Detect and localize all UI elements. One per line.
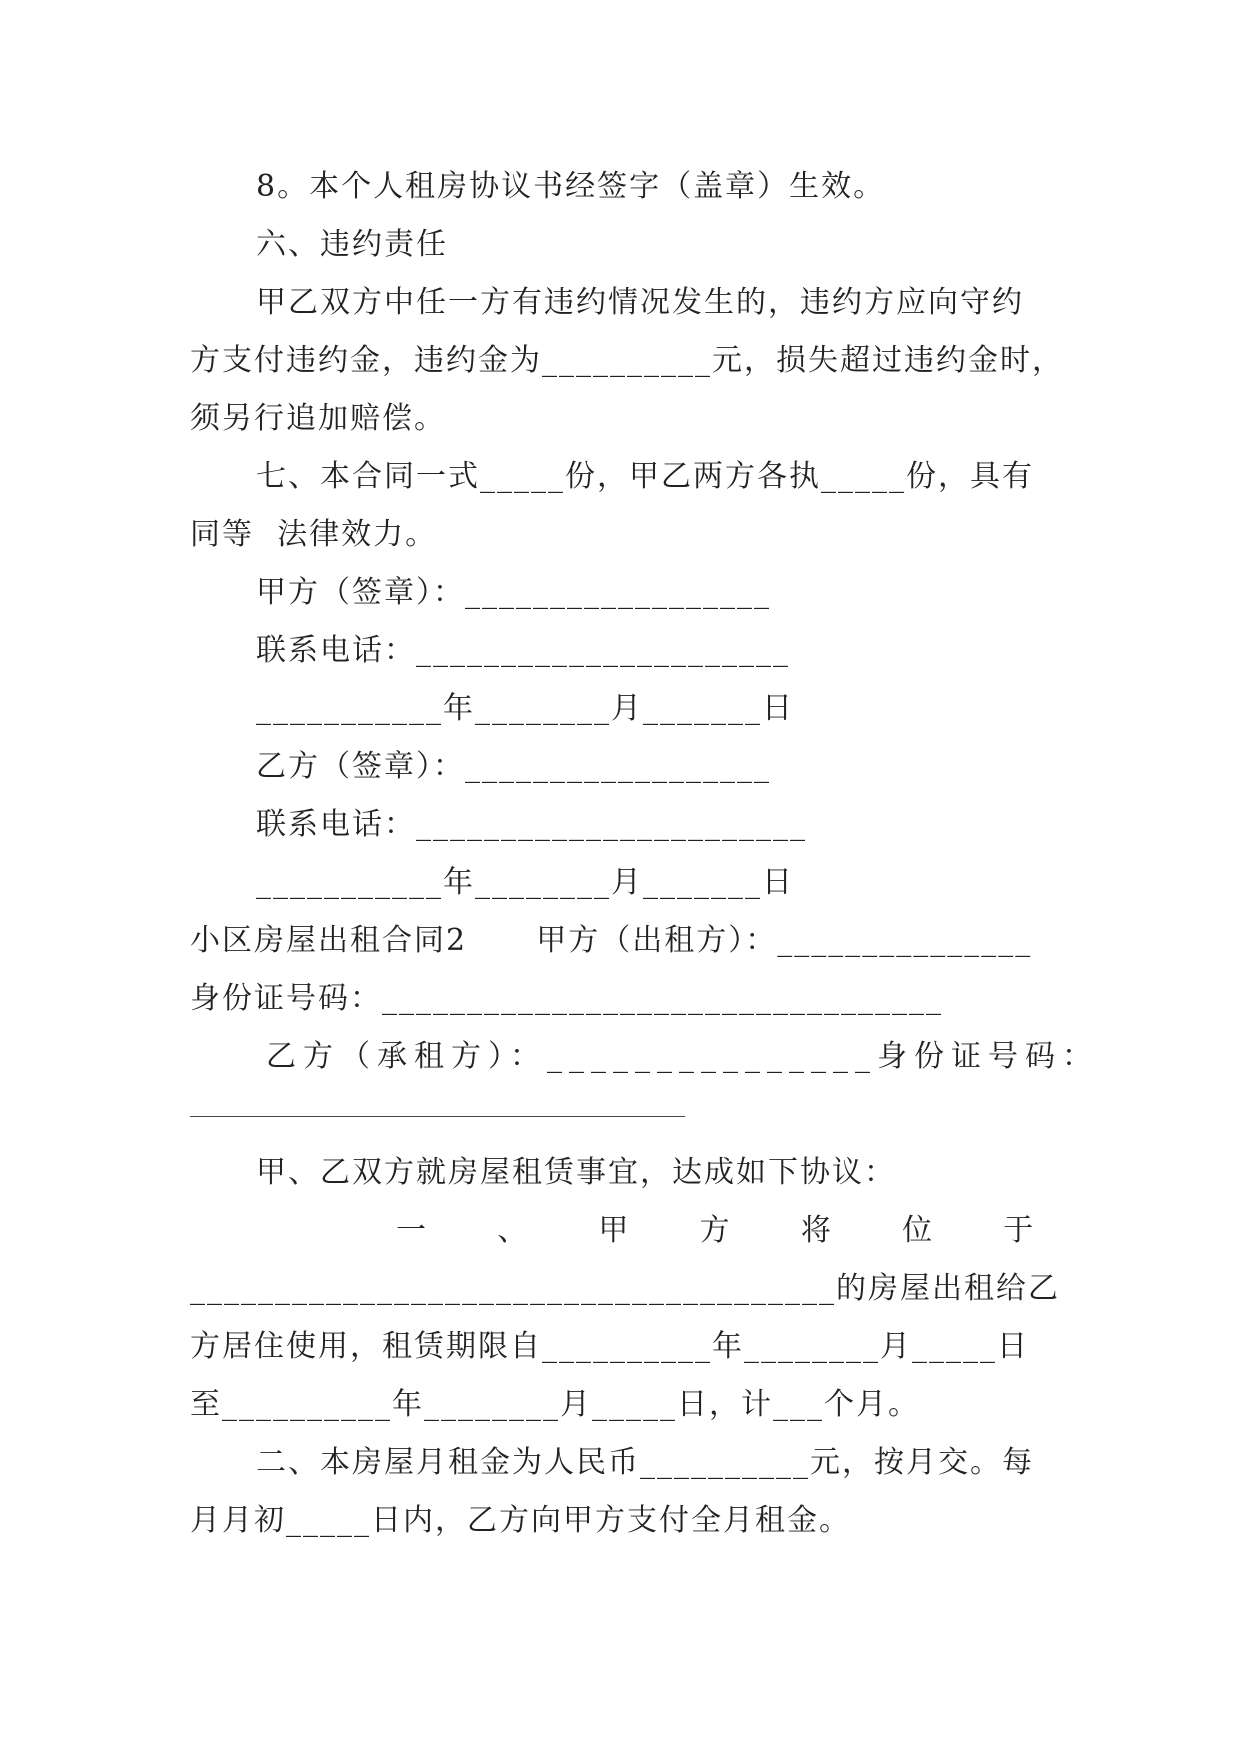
clause-8-effective: 8。本个人租房协议书经签字（盖章）生效。 bbox=[256, 169, 886, 204]
party-a-phone: 联系电话：______________________ bbox=[256, 633, 790, 668]
party-a-signature: 甲方（签章）：__________________ bbox=[256, 575, 771, 610]
party-a-date: ___________年________月_______日 bbox=[256, 691, 794, 726]
agreement-intro: 甲、乙双方就房屋租赁事宜，达成如下协议： bbox=[256, 1155, 896, 1190]
clause-1-line-1: 一 、 甲 方 将 位 于 bbox=[396, 1213, 1036, 1248]
section-6-heading: 六、违约责任 bbox=[256, 227, 448, 262]
clause-1-line-3: 方居住使用，租赁期限自__________年________月_____日 bbox=[190, 1329, 1029, 1364]
breach-text-line-3: 须另行追加赔偿。 bbox=[190, 401, 446, 436]
clause-2-line-1: 二、本房屋月租金为人民币__________元，按月交。每 bbox=[256, 1445, 1034, 1480]
party-b-date: ___________年________月_______日 bbox=[256, 865, 794, 900]
party-b-signature: 乙方（签章）：__________________ bbox=[256, 749, 771, 784]
lessee-id-blank bbox=[190, 1116, 685, 1117]
contract-2-title-line: 小区房屋出租合同2 甲方（出租方）：_______________ bbox=[190, 923, 1033, 958]
clause-1-line-4: 至__________年________月_____日，计___个月。 bbox=[190, 1387, 920, 1422]
lessor-id-number: 身份证号码：_________________________________ bbox=[190, 981, 943, 1016]
party-b-phone: 联系电话：_______________________ bbox=[256, 807, 807, 842]
breach-text-line-1: 甲乙双方中任一方有违约情况发生的，违约方应向守约 bbox=[256, 285, 1024, 320]
section-7-line-2: 同等 法律效力。 bbox=[190, 517, 438, 552]
clause-2-line-2: 月月初_____日内，乙方向甲方支付全月租金。 bbox=[190, 1503, 851, 1538]
lessee-line: 乙方（承租方）：_______________身份证号码： bbox=[266, 1039, 1099, 1074]
section-7-line-1: 七、本合同一式_____份，甲乙两方各执_____份，具有 bbox=[256, 459, 1034, 494]
breach-text-line-2: 方支付违约金，违约金为__________元，损失超过违约金时， bbox=[190, 343, 1064, 378]
clause-1-line-2: ______________________________________的房屋出租给乙 bbox=[190, 1271, 1060, 1306]
